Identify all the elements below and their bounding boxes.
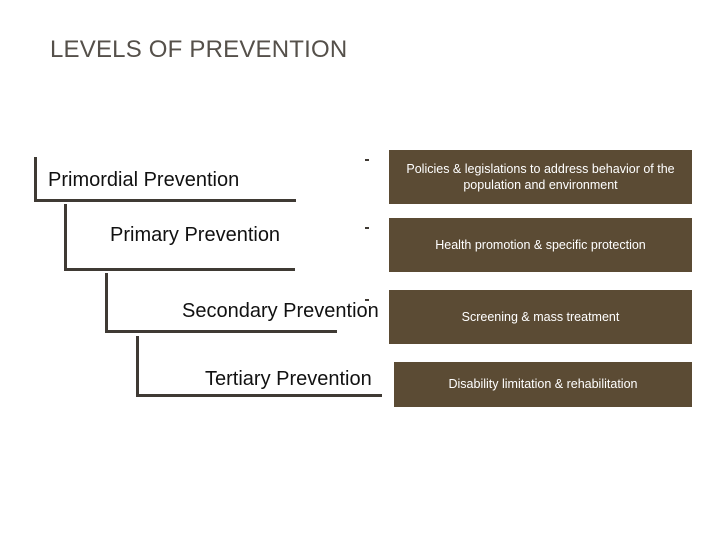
secondary-description-text: Screening & mass treatment	[461, 309, 620, 324]
page-title: LEVELS OF PREVENTION	[50, 36, 348, 63]
primary-tick	[365, 227, 369, 229]
primary-description-box	[389, 218, 692, 272]
tertiary-description-box	[394, 362, 692, 407]
primary-prevention-label: Primary Prevention	[110, 224, 281, 246]
secondary-prevention-label: Secondary Prevention	[182, 300, 379, 322]
tertiary-description-text: Disability limitation & rehabilitation	[448, 377, 638, 392]
tertiary-prevention-label: Tertiary Prevention	[205, 368, 372, 390]
primordial-tick	[365, 159, 369, 161]
secondary-description-box	[389, 290, 692, 344]
primordial-description-text: Policies & legislations to address behavior of the population and environment	[406, 161, 675, 192]
primary-description-text: Health promotion & specific protection	[435, 237, 646, 252]
primordial-prevention-label: Primordial Prevention	[48, 169, 240, 191]
primordial-description-box	[389, 150, 692, 204]
